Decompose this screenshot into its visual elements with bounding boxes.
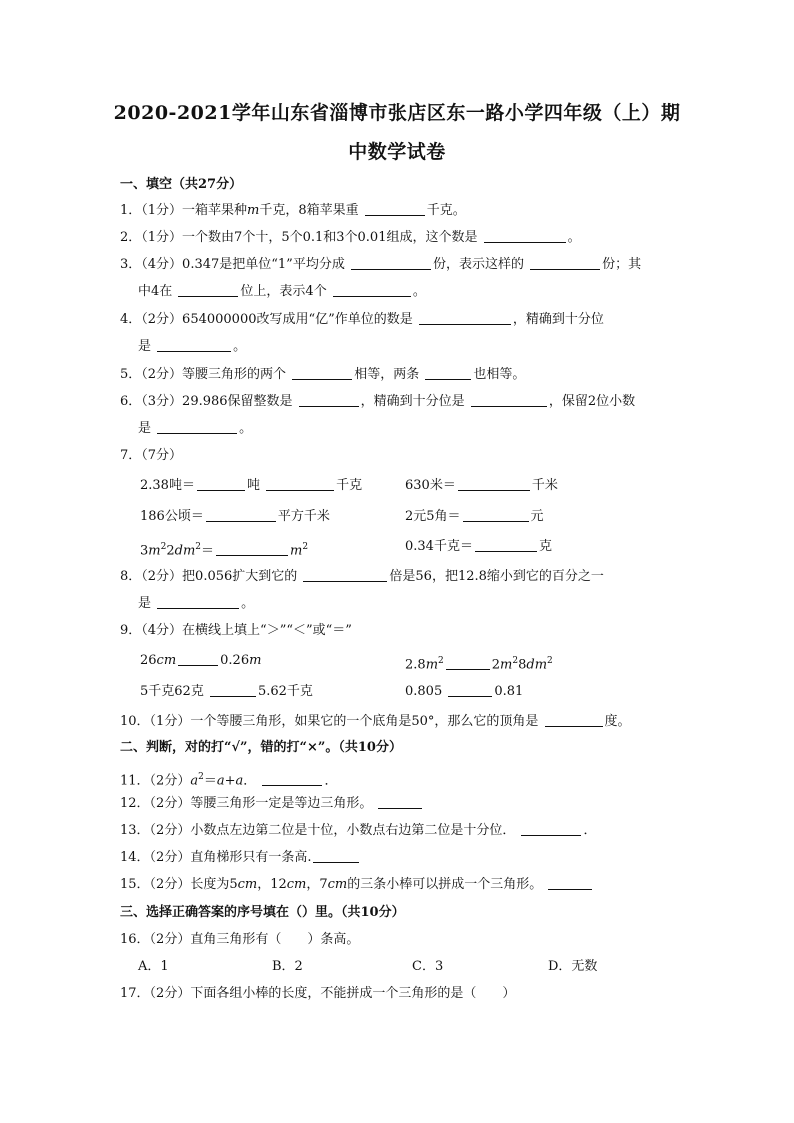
question-11: 11．（2分）$a^2=a+a$． ． — [120, 772, 338, 789]
question-1: 1．（1分）一箱苹果种m千克，8箱苹果重 千克。 — [120, 203, 466, 218]
answer-blank[interactable] — [458, 477, 530, 491]
answer-blank[interactable] — [484, 229, 566, 243]
q9-item-2: $2.8m^2$ $2m^28dm^2$ — [405, 656, 553, 673]
exam-title-line1: 2020-2021学年山东省淄博市张店区东一路小学四年级（上）期 — [113, 102, 681, 124]
q7-item-1: 2.38吨＝ 吨 千克 — [140, 478, 363, 493]
question-7: 7．（7分） — [120, 448, 183, 463]
question-4-cont: 是 。 — [138, 339, 247, 354]
question-4: 4．（2分）654000000改写成用“亿”作单位的数是 ，精确到十分位 — [120, 312, 604, 327]
question-3-cont: 中4在 位上，表示4个 。 — [138, 284, 426, 299]
q9-item-3: 5千克62克 5.62千克 — [140, 684, 313, 699]
answer-blank[interactable] — [197, 477, 245, 491]
question-8-cont: 是 。 — [138, 596, 255, 611]
answer-blank[interactable] — [303, 568, 387, 582]
q16-option-c[interactable]: C．3 — [412, 959, 444, 974]
question-6: 6．（3分）29.986保留整数是 ，精确到十分位是 ，保留2位小数 — [120, 394, 636, 409]
answer-blank[interactable] — [545, 713, 603, 727]
q7-item-5: $3m^22dm^2= m^2$ — [140, 542, 309, 559]
answer-blank[interactable] — [266, 477, 334, 491]
section2-heading: 二、判断，对的打“√”，错的打“×”。（共10分） — [120, 740, 402, 755]
answer-blank[interactable] — [292, 366, 352, 380]
exam-title-line2: 中数学试卷 — [348, 141, 446, 163]
question-15: 15．（2分）长度为5cm，12cm，7cm的三条小棒可以拼成一个三角形。 — [120, 876, 594, 894]
q16-option-b[interactable]: B．2 — [272, 959, 303, 974]
answer-blank[interactable] — [419, 311, 511, 325]
question-12: 12．（2分）等腰三角形一定是等边三角形。 — [120, 795, 424, 813]
q7-item-3: 186公顷＝ 平方千米 — [140, 509, 330, 524]
answer-blank[interactable] — [178, 652, 218, 666]
answer-blank[interactable] — [210, 683, 256, 697]
answer-blank[interactable] — [475, 538, 537, 552]
answer-blank[interactable] — [378, 795, 422, 809]
q7-item-2: 630米＝ 千米 — [405, 478, 558, 493]
question-5: 5．（2分）等腰三角形的两个 相等，两条 也相等。 — [120, 367, 526, 382]
answer-blank[interactable] — [333, 283, 411, 297]
question-14: 14．（2分）直角梯形只有一条高. — [120, 849, 361, 867]
question-10: 10．（1分）一个等腰三角形，如果它的一个底角是50°，那么它的顶角是 度。 — [120, 714, 631, 729]
answer-blank[interactable] — [463, 508, 529, 522]
answer-blank[interactable] — [448, 683, 492, 697]
q16-option-a[interactable]: A．1 — [138, 959, 169, 974]
answer-blank[interactable] — [425, 366, 471, 380]
answer-blank[interactable] — [530, 256, 600, 270]
answer-blank[interactable] — [157, 338, 231, 352]
question-3: 3．（4分）0.347是把单位“1”平均分成 份，表示这样的 份；其 — [120, 257, 642, 272]
question-6-cont: 是 。 — [138, 421, 253, 436]
section1-heading: 一、填空（共27分） — [120, 177, 243, 192]
question-13: 13．（2分）小数点左边第二位是十位，小数点右边第二位是十分位． ． — [120, 823, 597, 838]
answer-blank[interactable] — [548, 876, 592, 890]
answer-blank[interactable] — [262, 772, 322, 786]
q9-item-4: 0.805 0.81 — [405, 684, 524, 699]
question-17: 17．（2分）下面各组小棒的长度，不能拼成一个三角形的是（ ） — [120, 986, 516, 1001]
answer-blank[interactable] — [365, 202, 425, 216]
section3-heading: 三、选择正确答案的序号填在（）里。（共10分） — [120, 905, 405, 920]
q7-item-4: 2元5角＝ 元 — [405, 509, 544, 524]
answer-blank[interactable] — [471, 393, 547, 407]
q7-item-6: 0.34千克＝ 克 — [405, 539, 552, 554]
answer-blank[interactable] — [521, 822, 581, 836]
question-16: 16．（2分）直角三角形有（ ）条高。 — [120, 932, 360, 947]
answer-blank[interactable] — [313, 849, 359, 863]
answer-blank[interactable] — [178, 283, 238, 297]
answer-blank[interactable] — [299, 393, 359, 407]
question-8: 8．（2分）把0.056扩大到它的 倍是56，把12.8缩小到它的百分之一 — [120, 569, 604, 584]
answer-blank[interactable] — [446, 656, 490, 670]
answer-blank[interactable] — [157, 420, 237, 434]
question-2: 2．（1分）一个数由7个十，5个0.1和3个0.01组成，这个数是 。 — [120, 230, 581, 245]
answer-blank[interactable] — [351, 256, 431, 270]
question-9: 9．（4分）在横线上填上“＞”“＜”或“＝” — [120, 623, 352, 638]
answer-blank[interactable] — [157, 595, 239, 609]
q16-option-d[interactable]: D．无数 — [548, 959, 598, 974]
answer-blank[interactable] — [216, 542, 288, 556]
q9-item-1: 26cm 0.26m — [140, 653, 262, 668]
answer-blank[interactable] — [206, 508, 276, 522]
